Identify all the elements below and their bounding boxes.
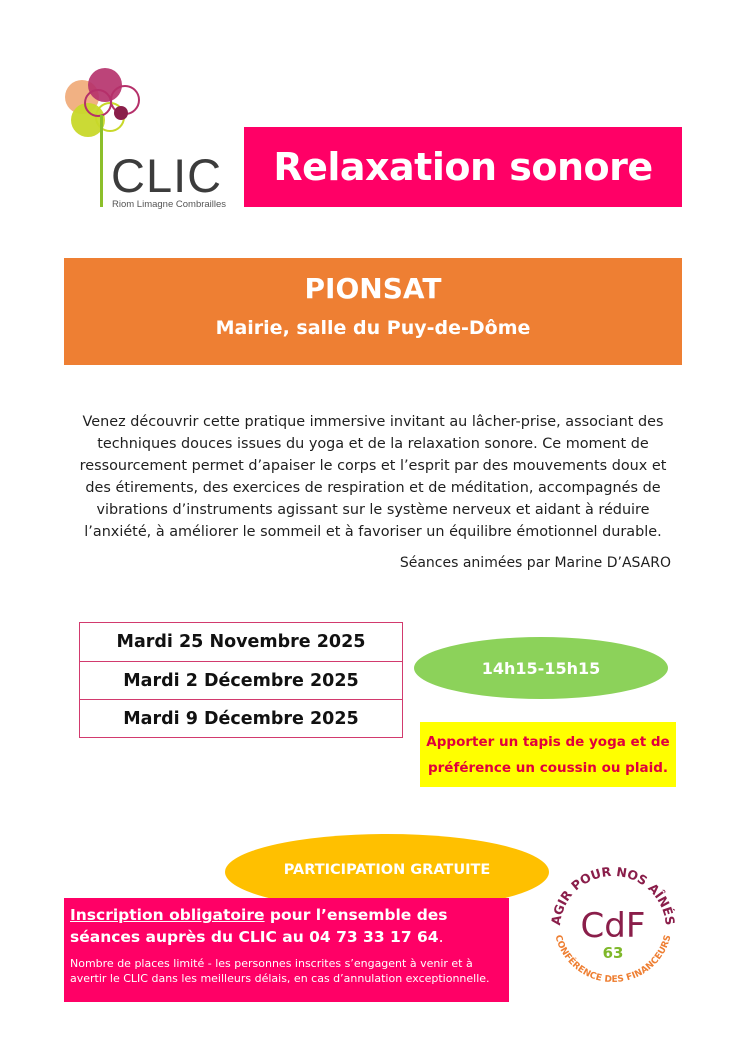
cdf-letters: CdF bbox=[580, 906, 646, 946]
equipment-note bbox=[420, 722, 676, 787]
registration-main bbox=[70, 904, 503, 948]
cdf-top-text: AGIR POUR NOS AÎNÉS bbox=[548, 863, 678, 927]
description-text: Venez découvrir cette pratique immersive invitant au lâcher-prise, associant des techniques douces issues du yoga et de la relaxation sonore. Ce moment de ressourcement permet d’apaiser le corps et l’esprit par des mouvements doux et des étirements, des exercices de respiration et de méditation, accompagnés de vibrations d’instruments agissant sur le système nerveux et aidant à réduire l’anxiété, à améliorer le sommeil et à favoriser un équilibre émotionnel durable. bbox=[79, 414, 667, 540]
participation-text: PARTICIPATION GRATUITE bbox=[283, 862, 491, 878]
location-city: PIONSAT bbox=[304, 272, 442, 305]
date-row: Mardi 25 Novembre 2025 bbox=[116, 632, 366, 652]
time-text: 14h15-15h15 bbox=[481, 658, 601, 678]
date-row: Mardi 2 Décembre 2025 bbox=[80, 661, 402, 699]
time-badge bbox=[414, 637, 668, 699]
cdf-partner-logo bbox=[542, 855, 684, 995]
equipment-note-line: préférence un coussin ou plaid. bbox=[427, 759, 668, 776]
registration-period: . bbox=[438, 928, 444, 946]
cdf-bottom-text: CONFÉRENCE DES FINANCEURS bbox=[552, 933, 674, 986]
title-banner bbox=[244, 127, 682, 207]
clic-logo-text: CLIC bbox=[111, 149, 223, 202]
location-place: Mairie, salle du Puy-de-Dôme bbox=[215, 317, 531, 339]
equipment-note-line: Apporter un tapis de yoga et de bbox=[426, 733, 670, 750]
registration-details: pour l’ensemble des séances auprès du CLIC au 04 73 33 17 64 bbox=[70, 906, 448, 946]
registration-note: Nombre de places limité - les personnes inscrites s’engagent à venir et à avertir le CLIC dans les meilleurs délais, en cas d’annulation exceptionnelle. bbox=[70, 957, 490, 985]
registration-emphasis: Inscription obligatoire bbox=[70, 906, 265, 924]
date-row: Mardi 9 Décembre 2025 bbox=[80, 699, 402, 737]
dates-table bbox=[79, 622, 403, 738]
cdf-number: 63 bbox=[602, 944, 624, 962]
registration-box bbox=[64, 898, 509, 1002]
page-title: Relaxation sonore bbox=[273, 145, 653, 189]
clic-logo-subtitle: Riom Limagne Combrailles bbox=[112, 199, 227, 210]
location-banner bbox=[64, 258, 682, 365]
facilitator-credit: Séances animées par Marine D’ASARO bbox=[399, 555, 671, 571]
